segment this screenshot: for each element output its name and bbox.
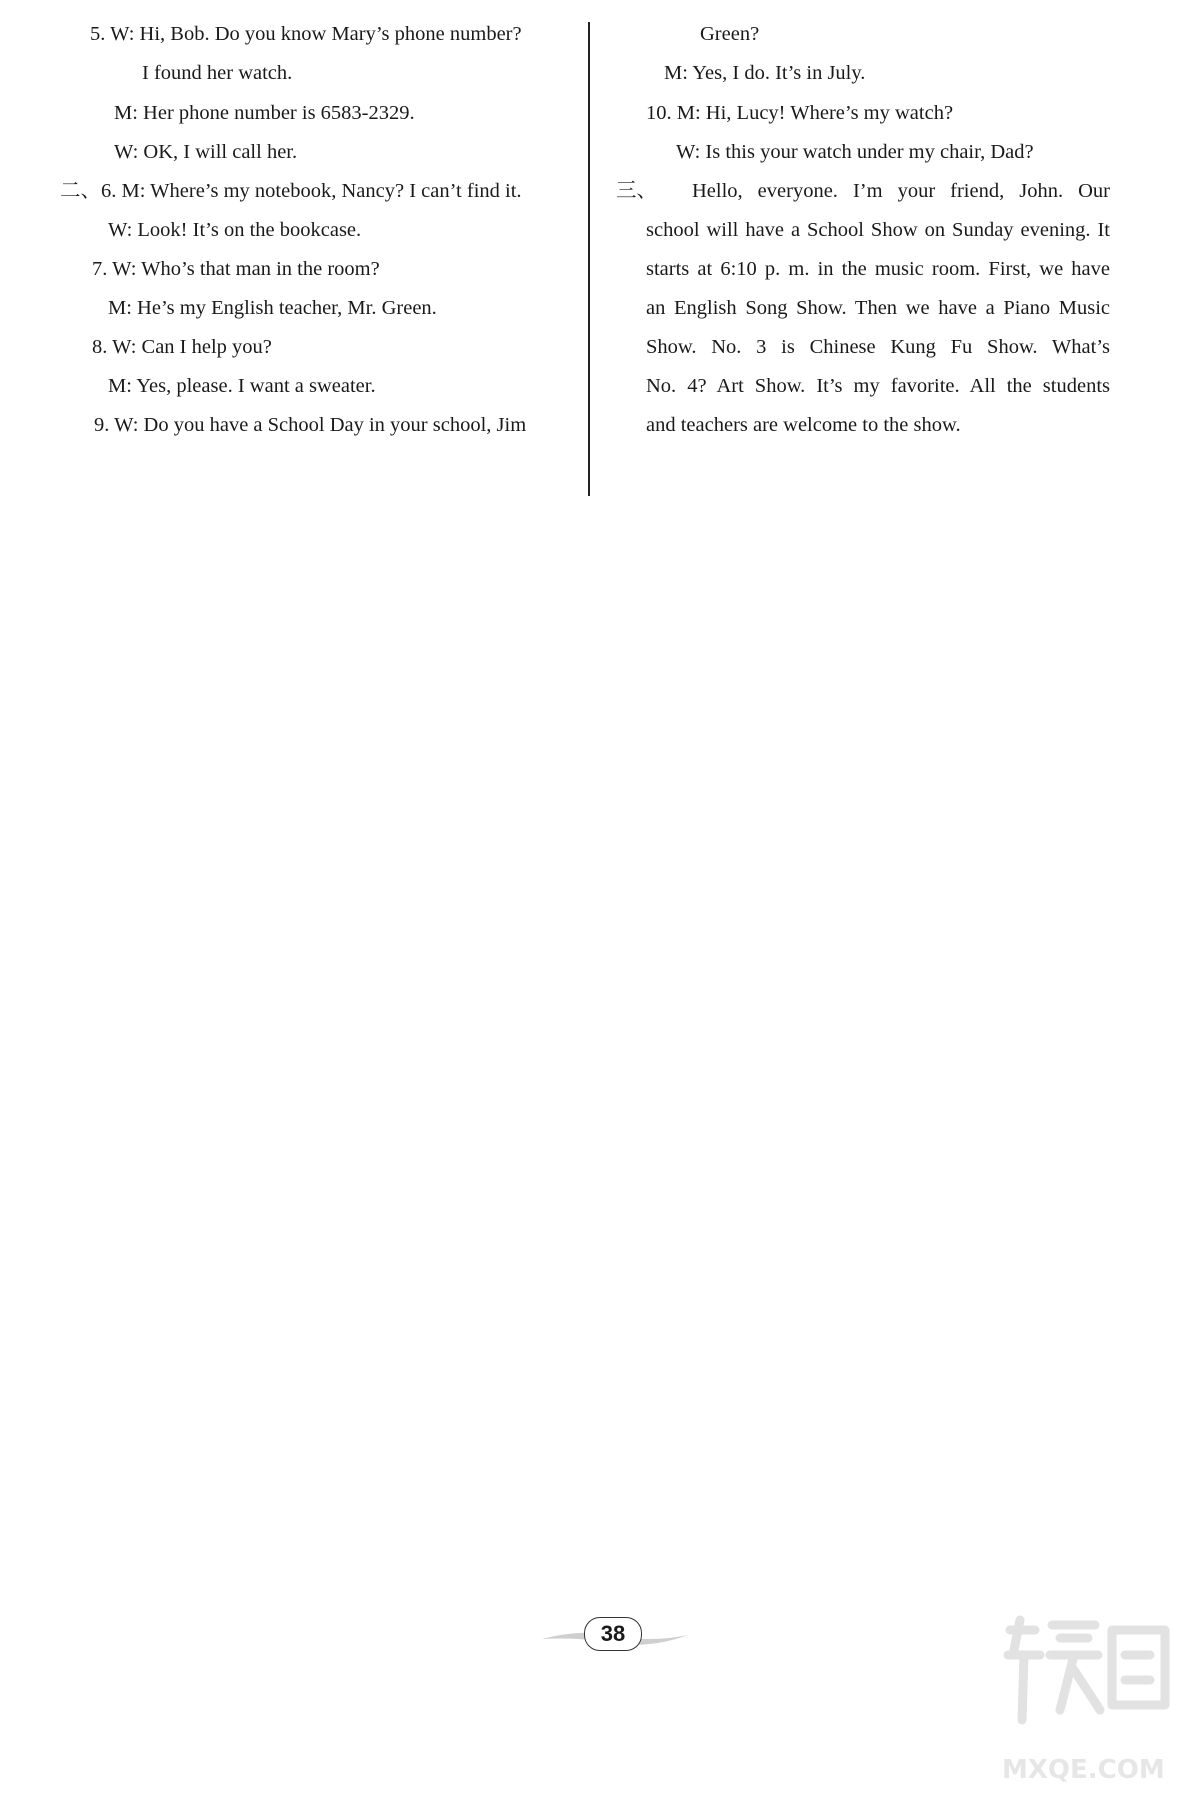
dialogue-line: 二、6. M: Where’s my notebook, Nancy? I can’t find it. [60, 180, 522, 202]
dialogue-line: W: Is this your watch under my chair, Dad? [676, 141, 1034, 163]
dialogue-line: W: OK, I will call her. [114, 141, 298, 163]
watermark-logo-icon [1000, 1610, 1175, 1790]
watermark-logo [1000, 1610, 1175, 1790]
passage-line: and teachers are welcome to the show. [646, 414, 961, 436]
dialogue-line: M: He’s my English teacher, Mr. Green. [108, 297, 437, 319]
column-divider [588, 22, 590, 496]
passage-line: Hello, everyone. I’m your friend, John. Our [692, 180, 1110, 202]
passage-line: an English Song Show. Then we have a Piano Music [646, 297, 1110, 319]
dialogue-line: 9. W: Do you have a School Day in your school, Jim [94, 414, 527, 436]
dialogue-line: M: Her phone number is 6583-2329. [114, 102, 415, 124]
dialogue-line: M: Yes, please. I want a sweater. [108, 375, 376, 397]
svg-text:MXQE.COM: MXQE.COM [1002, 1755, 1165, 1785]
dialogue-line: M: Yes, I do. It’s in July. [664, 62, 866, 84]
page-number: 38 [584, 1617, 642, 1651]
section-three-marker: 三、 [616, 180, 657, 202]
passage-line: No. 4? Art Show. It’s my favorite. All the students [646, 375, 1110, 397]
dialogue-line: 7. W: Who’s that man in the room? [92, 258, 380, 280]
dialogue-line: 10. M: Hi, Lucy! Where’s my watch? [646, 102, 954, 124]
page-number-footer [540, 1615, 690, 1655]
dialogue-line: Green? [700, 23, 760, 45]
dialogue-line: 8. W: Can I help you? [92, 336, 272, 358]
passage-line: starts at 6:10 p. m. in the music room. First, we have [646, 258, 1110, 280]
dialogue-line: I found her watch. [142, 62, 293, 84]
dialogue-line: W: Look! It’s on the bookcase. [108, 219, 362, 241]
dialogue-line: 5. W: Hi, Bob. Do you know Mary’s phone number? [90, 23, 522, 45]
passage-line: school will have a School Show on Sunday evening. It [646, 219, 1110, 241]
passage-line: Show. No. 3 is Chinese Kung Fu Show. What’s [646, 336, 1110, 358]
